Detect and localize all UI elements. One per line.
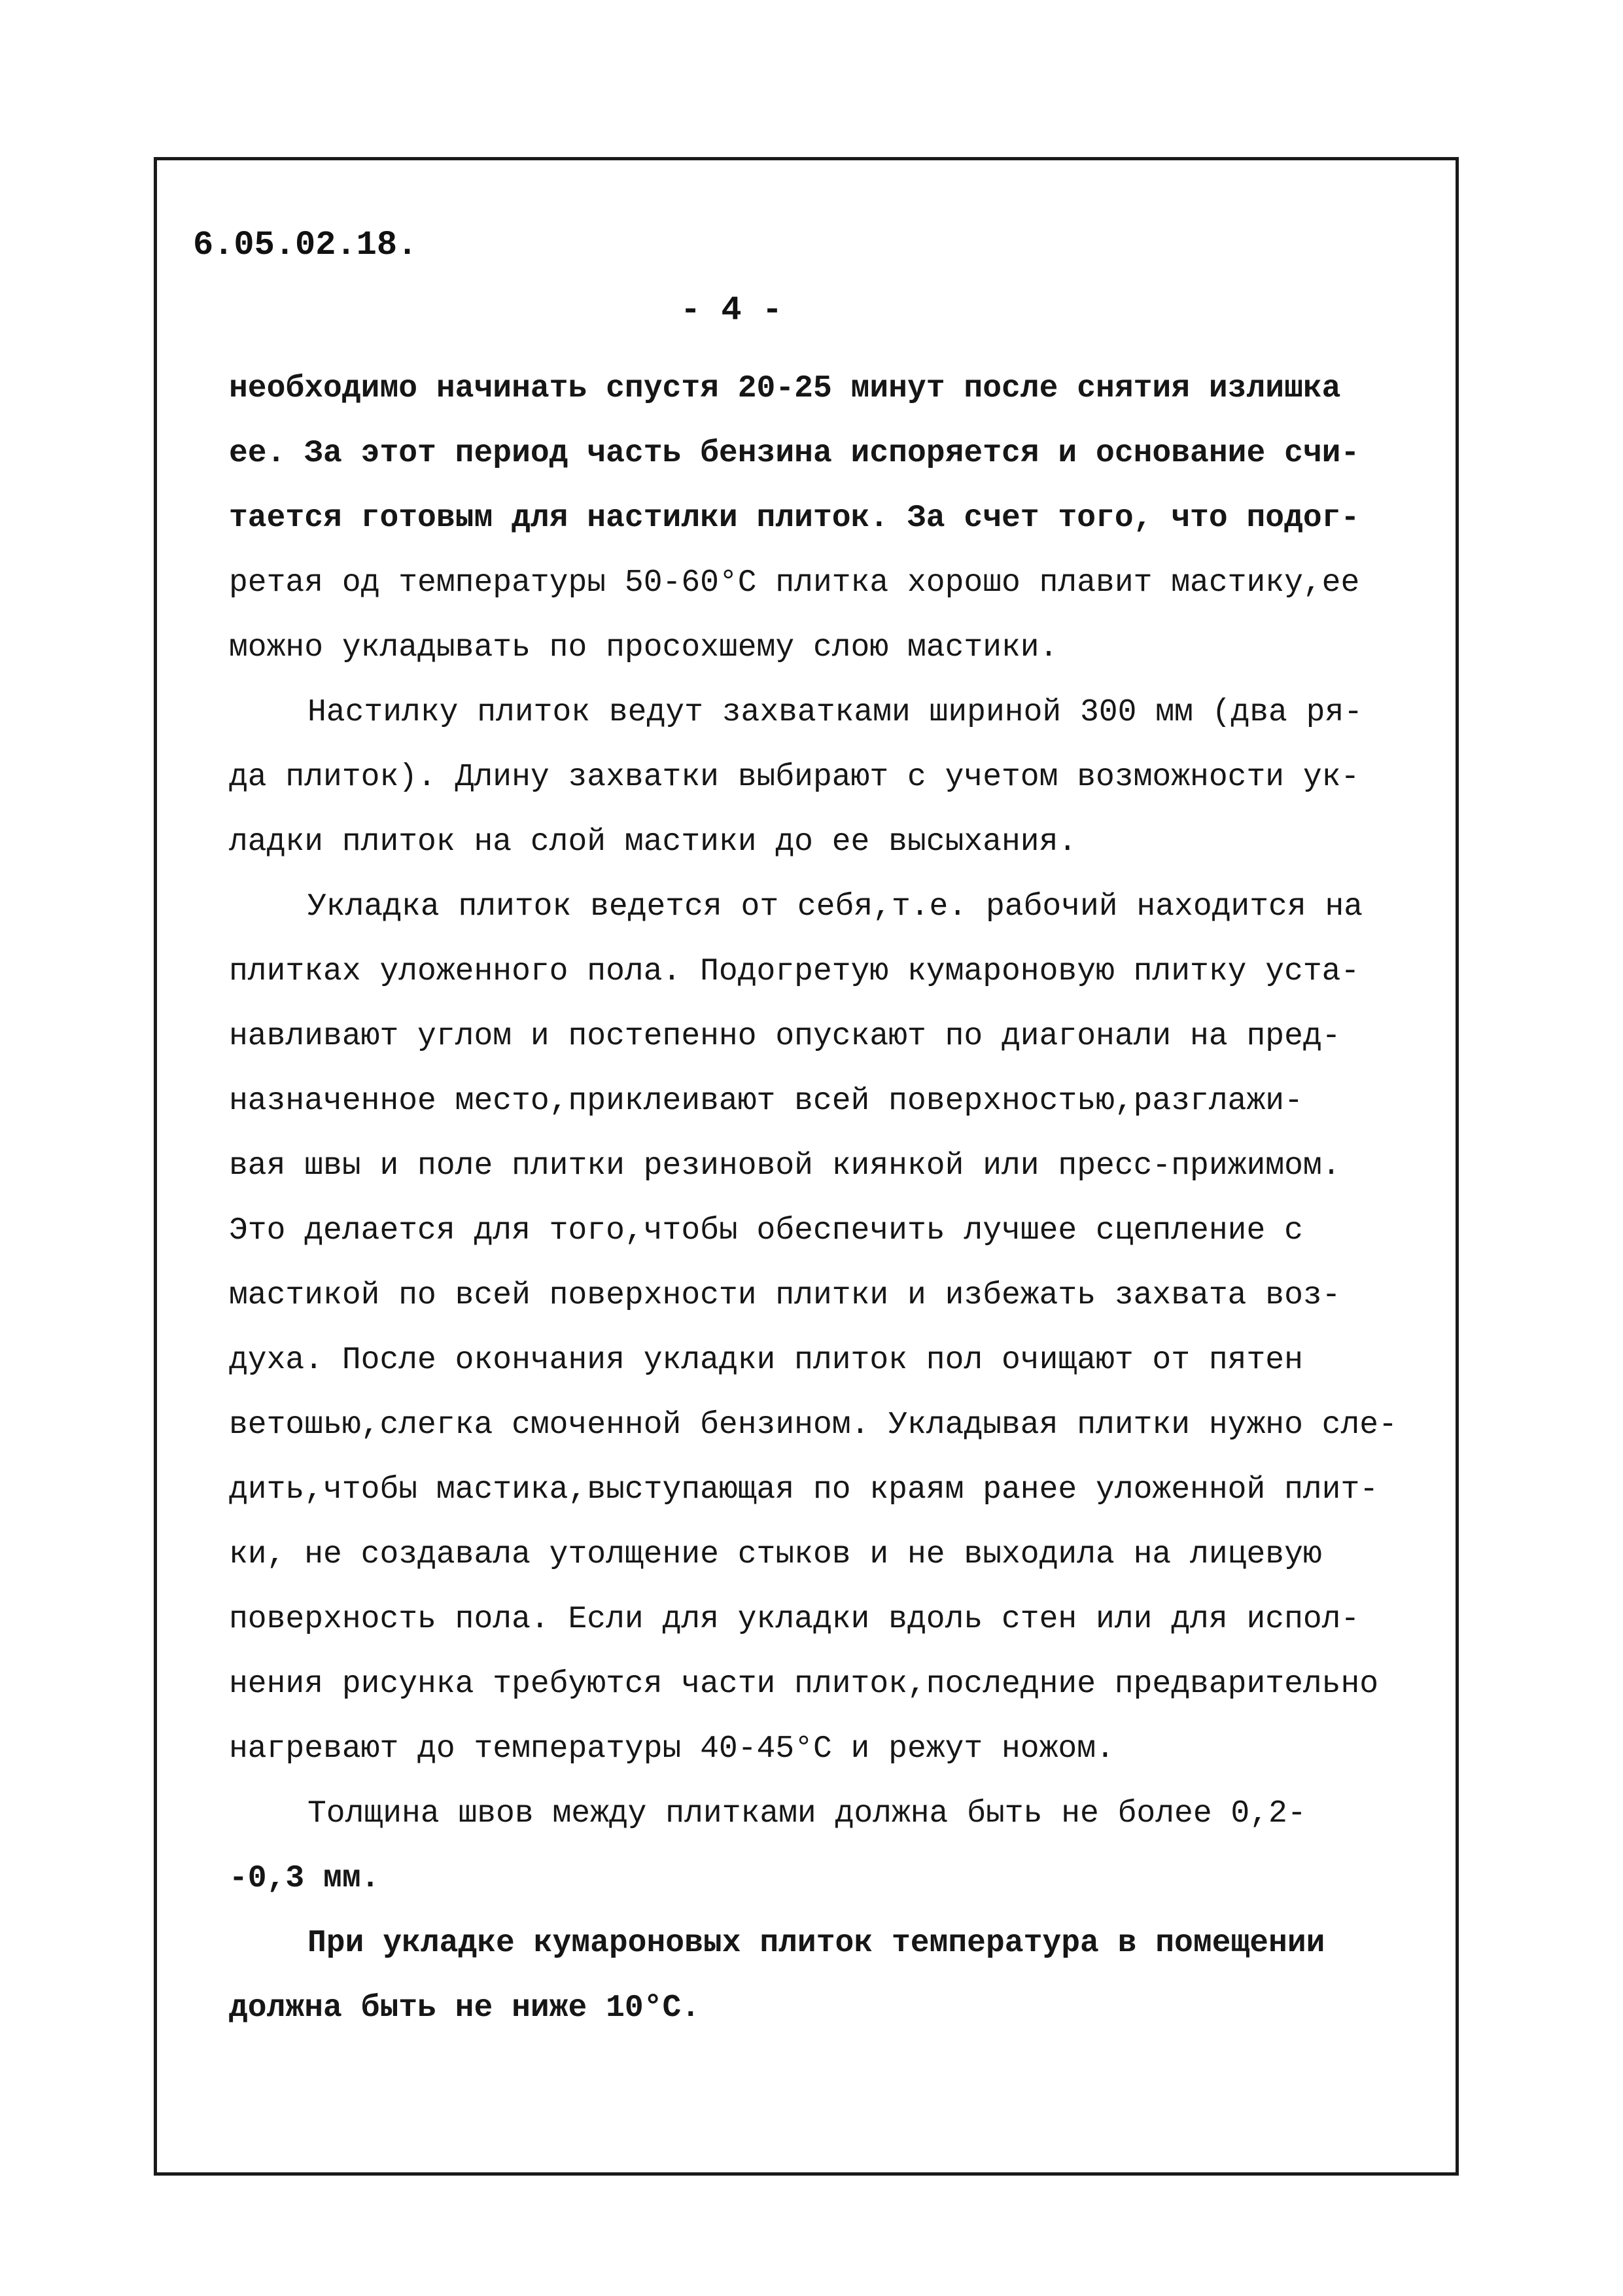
text-line: духа. После окончания укладки плиток пол очищают от пятен — [229, 1343, 1303, 1378]
text-line: должна быть не ниже 10°С. — [229, 1990, 701, 2026]
document-body — [229, 357, 1446, 2041]
text-line: мастикой по всей поверхности плитки и избежать захвата воз- — [229, 1278, 1341, 1313]
text-line: тается готовым для настилки плиток. За счет того, что подог- — [229, 501, 1360, 536]
text-line: ветошью,слегка смоченной бензином. Укладывая плитки нужно сле- — [229, 1407, 1397, 1443]
text-line: необходимо начинать спустя 20-25 минут после снятия излишка — [229, 371, 1341, 406]
text-line: При укладке кумароновых плиток температура в помещении — [307, 1926, 1325, 1961]
text-line: поверхность пола. Если для укладки вдоль стен или для испол- — [229, 1602, 1360, 1637]
text-line: нения рисунка требуются части плиток,последние предварительно — [229, 1667, 1379, 1702]
text-line: да плиток). Длину захватки выбирают с учетом возможности ук- — [229, 760, 1360, 795]
text-line: Толщина швов между плитками должна быть не более 0,2- — [307, 1796, 1306, 1831]
paragraph-3 — [229, 875, 1446, 1782]
text-line: вая швы и поле плитки резиновой киянкой или пресс-прижимом. — [229, 1148, 1341, 1184]
text-line: нагревают до температуры 40-45°С и режут ножом. — [229, 1731, 1115, 1767]
page-number: - 4 - — [680, 291, 783, 330]
text-line: ретая од температуры 50-60°С плитка хорошо плавит мастику,ее — [229, 565, 1360, 601]
text-line: плитках уложенного пола. Подогретую кумароновую плитку уста- — [229, 954, 1360, 989]
paragraph-1 — [229, 357, 1446, 680]
text-line: ее. За этот период часть бензина испоряется и основание счи- — [229, 436, 1360, 471]
text-line: дить,чтобы мастика,выступающая по краям ранее уложенной плит- — [229, 1472, 1379, 1508]
paragraph-2 — [229, 680, 1446, 875]
text-line: Настилку плиток ведут захватками шириной 300 мм (два ря- — [307, 695, 1363, 730]
document-code: 6.05.02.18. — [193, 226, 418, 264]
text-line: можно укладывать по просохшему слою мастики. — [229, 630, 1058, 665]
paragraph-5 — [229, 1911, 1446, 2041]
text-line: Это делается для того,чтобы обеспечить лучшее сцепление с — [229, 1213, 1303, 1248]
text-line: ладки плиток на слой мастики до ее высыхания. — [229, 824, 1077, 860]
text-line: навливают углом и постепенно опускают по диагонали на пред- — [229, 1019, 1341, 1054]
text-line: Укладка плиток ведется от себя,т.е. рабочий находится на — [307, 889, 1363, 925]
paragraph-4 — [229, 1782, 1446, 1911]
text-line: ки, не создавала утолщение стыков и не выходила на лицевую — [229, 1537, 1322, 1572]
text-line: назначенное место,приклеивают всей поверхностью,разглажи- — [229, 1084, 1303, 1119]
text-line: -0,3 мм. — [229, 1861, 380, 1896]
